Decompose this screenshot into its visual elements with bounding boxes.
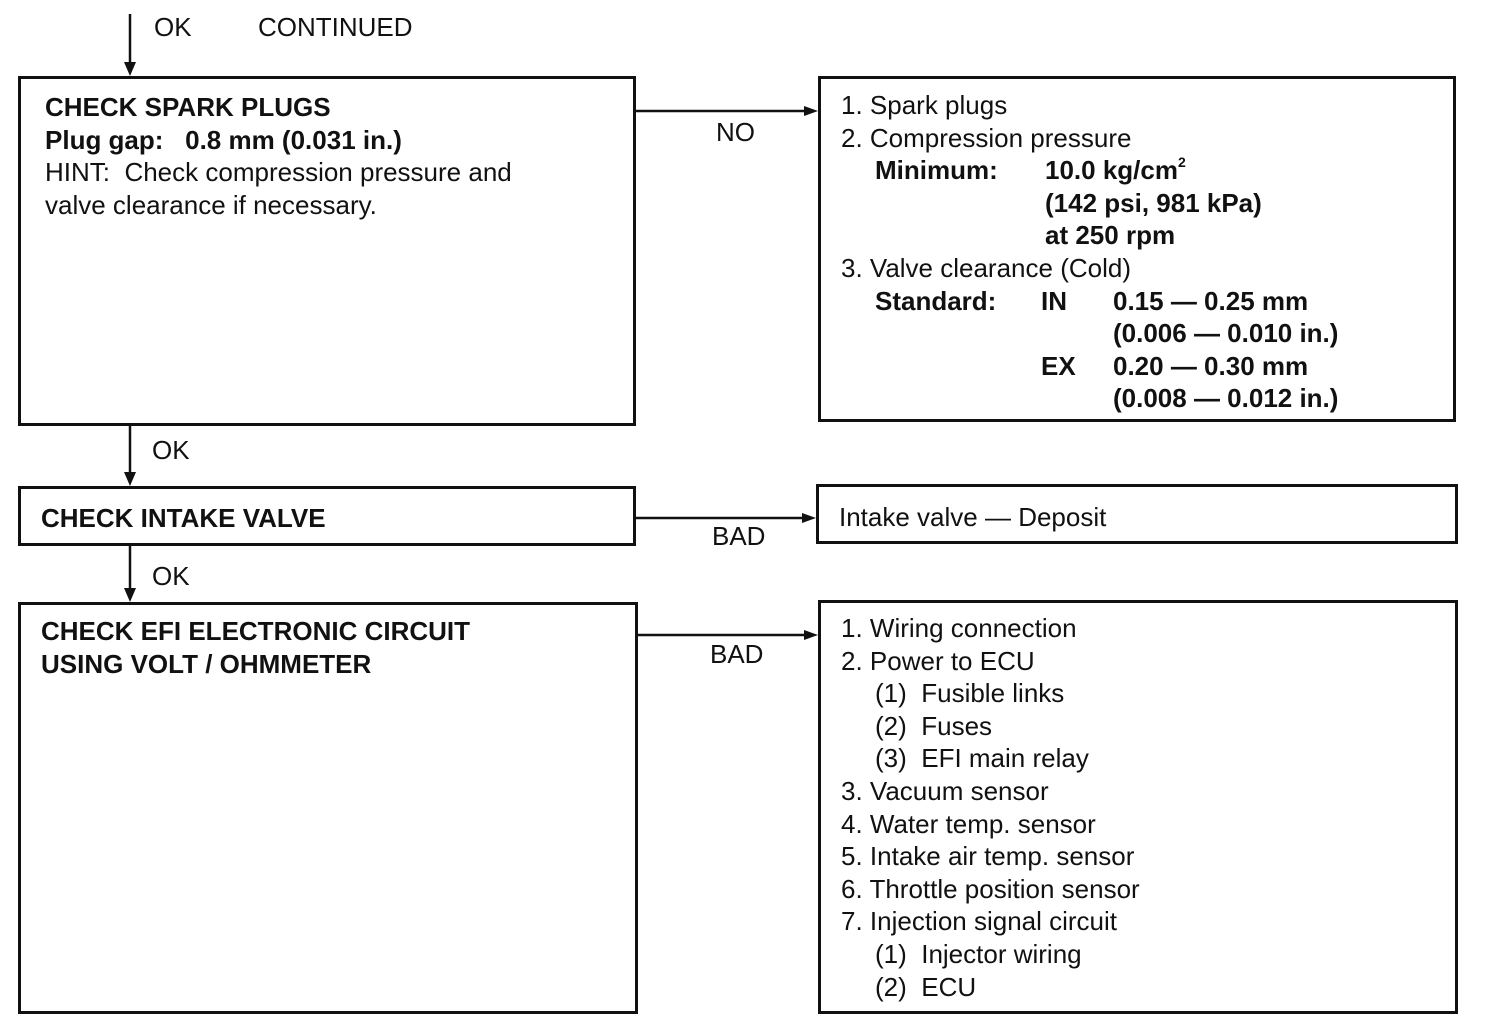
result1-min-row-3 bbox=[841, 219, 1453, 252]
result3-subitem: (2) Fuses bbox=[875, 710, 993, 741]
step3-title-line1: CHECK EFI ELECTRONIC CIRCUIT bbox=[41, 616, 470, 646]
branch-label-bad-1: BAD bbox=[712, 521, 766, 551]
result-spark-plugs bbox=[818, 76, 1456, 422]
result1-min-row bbox=[841, 154, 1453, 187]
arrowhead-ok-2 bbox=[124, 588, 136, 602]
result1-in-row-2 bbox=[841, 317, 1453, 350]
step1-spec-value: 0.8 mm (0.031 in.) bbox=[185, 124, 402, 155]
arrowhead-bad-1 bbox=[802, 513, 816, 523]
step1-spec bbox=[45, 124, 633, 157]
result3-item: 4. Water temp. sensor bbox=[841, 808, 1096, 839]
ok-label-top: OK bbox=[154, 12, 192, 42]
result-efi-circuit bbox=[818, 600, 1458, 1014]
step1-spec-label: Plug gap: bbox=[45, 124, 164, 155]
ok-label-3: OK bbox=[152, 561, 190, 591]
result2-text: Intake valve — Deposit bbox=[839, 502, 1107, 532]
result1-ex-row bbox=[841, 350, 1453, 383]
result1-std-label: Standard: bbox=[875, 285, 997, 316]
result1-min-value-sup: 2 bbox=[1177, 154, 1186, 171]
arrowhead-continued bbox=[124, 62, 136, 76]
step1-hint-line1: HINT: Check compression pressure and bbox=[45, 157, 512, 188]
result1-ex-value-2: (0.008 — 0.012 in.) bbox=[1113, 383, 1339, 414]
result1-ex-value-1: 0.20 — 0.30 mm bbox=[1113, 350, 1309, 381]
result1-ex-label: EX bbox=[1041, 350, 1076, 381]
step1-title: CHECK SPARK PLUGS bbox=[45, 92, 331, 122]
result3-subitem: (1) Fusible links bbox=[875, 678, 1065, 709]
result1-in-value-2: (0.006 — 0.010 in.) bbox=[1113, 318, 1339, 349]
continued-label: CONTINUED bbox=[258, 12, 413, 42]
step1-hint-line2: valve clearance if necessary. bbox=[45, 189, 377, 220]
arrowhead-ok-1 bbox=[124, 472, 136, 486]
branch-label-no: NO bbox=[716, 117, 755, 147]
ok-label-2: OK bbox=[152, 435, 190, 465]
result1-min-row-2 bbox=[841, 187, 1453, 220]
step3-title-line2: USING VOLT / OHMMETER bbox=[41, 649, 372, 679]
result1-item-compression: 2. Compression pressure bbox=[841, 122, 1132, 153]
arrowhead-no bbox=[804, 106, 818, 116]
result3-subitem: (3) EFI main relay bbox=[875, 743, 1089, 774]
result1-min-label: Minimum: bbox=[875, 155, 998, 186]
result1-min-value bbox=[1045, 154, 1186, 187]
result1-in-row bbox=[841, 285, 1453, 318]
result3-item: 7. Injection signal circuit bbox=[841, 906, 1118, 937]
result3-item: 3. Vacuum sensor bbox=[841, 775, 1049, 806]
result-intake-valve bbox=[816, 484, 1458, 544]
arrowhead-bad-2 bbox=[804, 630, 818, 640]
result3-subitem: (2) ECU bbox=[875, 971, 977, 1002]
result3-subitem: (1) Injector wiring bbox=[875, 938, 1082, 969]
result3-item: 6. Throttle position sensor bbox=[841, 873, 1140, 904]
result1-item-valve-clearance: 3. Valve clearance (Cold) bbox=[841, 252, 1131, 283]
result3-item: 2. Power to ECU bbox=[841, 645, 1035, 676]
step-check-spark-plugs bbox=[18, 76, 636, 426]
result1-in-value-1: 0.15 — 0.25 mm bbox=[1113, 285, 1309, 316]
result1-item-spark-plugs: 1. Spark plugs bbox=[841, 90, 1008, 120]
result1-min-value-2: (142 psi, 981 kPa) bbox=[1045, 187, 1262, 218]
result1-min-value-3: at 250 rpm bbox=[1045, 220, 1176, 251]
result3-item: 5. Intake air temp. sensor bbox=[841, 841, 1135, 872]
result1-ex-row-2 bbox=[841, 382, 1453, 415]
result3-item: 1. Wiring connection bbox=[841, 613, 1077, 643]
step-check-efi-circuit bbox=[18, 602, 638, 1014]
result1-min-value-main: 10.0 kg/cm bbox=[1045, 155, 1178, 186]
result1-in-label: IN bbox=[1041, 285, 1067, 316]
branch-label-bad-2: BAD bbox=[710, 639, 764, 669]
step2-title: CHECK INTAKE VALVE bbox=[41, 503, 326, 533]
step-check-intake-valve bbox=[18, 486, 636, 546]
